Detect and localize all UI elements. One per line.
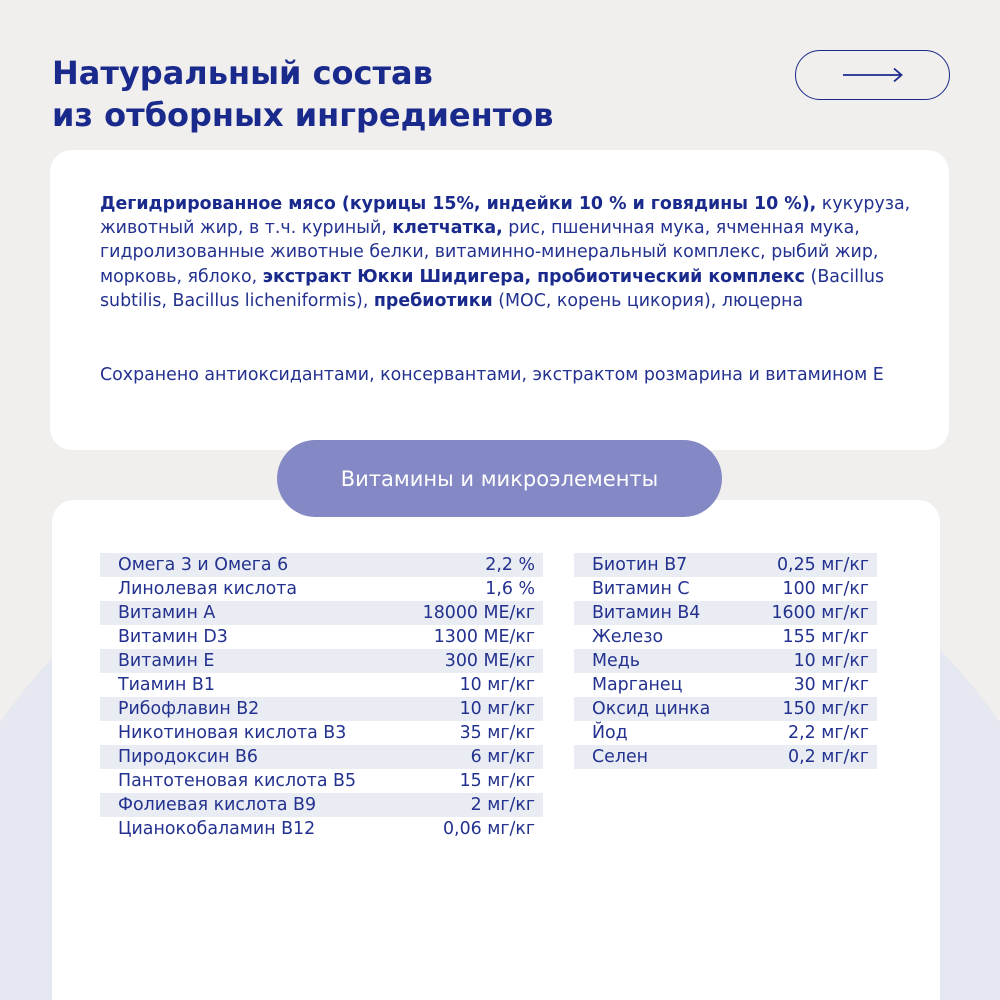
mineral-name: Йод xyxy=(592,723,628,743)
table-row xyxy=(100,817,543,841)
vitamin-name: Линолевая кислота xyxy=(118,579,298,599)
composition-bold-yucca: экстракт Юкки Шидигера, пробиотический комплекс xyxy=(262,266,805,287)
preservation-text: Сохранено антиоксидантами, консервантами, экстрактом розмарина и витамином Е xyxy=(100,365,884,385)
table-row xyxy=(100,697,543,721)
table-row xyxy=(100,649,543,673)
mineral-value: 10 мг/кг xyxy=(793,651,869,671)
composition-text-part: (Bacillus subtilis, Bacillus licheniformis), xyxy=(100,266,885,311)
vitamins-table-left xyxy=(100,553,543,841)
table-row xyxy=(574,745,877,769)
vitamins-table-right xyxy=(574,553,877,793)
composition-text-part: рис, пшеничная мука, ячменная мука, гидролизованные животные белки, витаминно-минеральный комплекс, рыбий жир, морковь, яблоко, xyxy=(100,218,879,287)
vitamin-value: 300 МЕ/кг xyxy=(444,651,535,671)
mineral-value: 2,2 мг/кг xyxy=(788,723,869,743)
table-row xyxy=(574,697,877,721)
table-row xyxy=(100,553,543,577)
table-row xyxy=(100,577,543,601)
vitamin-name: Рибофлавин В2 xyxy=(118,699,260,719)
vitamin-value: 1300 МЕ/кг xyxy=(433,627,535,647)
composition-text-part: (МОС, корень цикория), люцерна xyxy=(492,290,804,311)
mineral-name: Витамин В4 xyxy=(592,603,701,623)
table-row xyxy=(100,673,543,697)
mineral-value: 0,2 мг/кг xyxy=(788,747,869,767)
vitamin-value: 10 мг/кг xyxy=(459,675,535,695)
vitamin-value: 6 мг/кг xyxy=(470,747,535,767)
page-title xyxy=(52,52,553,136)
mineral-value: 100 мг/кг xyxy=(782,579,869,599)
vitamin-value: 1,6 % xyxy=(485,579,535,599)
table-row xyxy=(100,625,543,649)
title-line-2: из отборных ингредиентов xyxy=(52,96,554,134)
table-row xyxy=(574,769,877,793)
table-row xyxy=(574,721,877,745)
table-row xyxy=(574,577,877,601)
vitamin-name: Цианокобаламин В12 xyxy=(118,819,316,839)
vitamin-name: Витамин А xyxy=(118,603,216,623)
arrow-right-icon xyxy=(842,67,904,83)
table-row xyxy=(574,553,877,577)
table-row xyxy=(574,673,877,697)
table-row xyxy=(100,721,543,745)
table-row xyxy=(574,649,877,673)
vitamin-value: 2,2 % xyxy=(485,555,535,575)
mineral-name: Железо xyxy=(592,627,664,647)
vitamin-name: Никотиновая кислота В3 xyxy=(118,723,347,743)
table-row xyxy=(574,601,877,625)
vitamin-value: 10 мг/кг xyxy=(459,699,535,719)
vitamins-section-label: Витамины и микроэлементы xyxy=(277,440,722,517)
vitamin-name: Тиамин В1 xyxy=(118,675,215,695)
next-button[interactable] xyxy=(795,50,950,100)
vitamin-name: Пиродоксин В6 xyxy=(118,747,258,767)
composition-text xyxy=(100,192,920,313)
mineral-value: 155 мг/кг xyxy=(782,627,869,647)
vitamin-value: 15 мг/кг xyxy=(459,771,535,791)
vitamin-name: Фолиевая кислота В9 xyxy=(118,795,317,815)
mineral-name: Марганец xyxy=(592,675,683,695)
vitamin-value: 2 мг/кг xyxy=(470,795,535,815)
vitamin-value: 18000 МЕ/кг xyxy=(422,603,535,623)
title-line-1: Натуральный состав xyxy=(52,54,433,92)
mineral-value: 30 мг/кг xyxy=(793,675,869,695)
vitamin-name: Витамин D3 xyxy=(118,627,228,647)
vitamin-value: 35 мг/кг xyxy=(459,723,535,743)
vitamin-value: 0,06 мг/кг xyxy=(442,819,535,839)
mineral-value: 0,25 мг/кг xyxy=(776,555,869,575)
vitamin-name: Пантотеновая кислота В5 xyxy=(118,771,357,791)
table-row xyxy=(100,793,543,817)
mineral-name: Селен xyxy=(592,747,649,767)
composition-bold-meat: Дегидрированное мясо (курицы 15%, индейки 10 % и говядины 10 %), xyxy=(100,194,817,214)
mineral-value: 150 мг/кг xyxy=(782,699,869,719)
mineral-name: Оксид цинка xyxy=(592,699,711,719)
mineral-name: Медь xyxy=(592,651,640,671)
vitamin-name: Омега 3 и Омега 6 xyxy=(118,555,289,575)
mineral-value: 1600 мг/кг xyxy=(771,603,869,623)
mineral-name: Биотин В7 xyxy=(592,555,688,575)
mineral-name: Витамин С xyxy=(592,579,690,599)
table-row xyxy=(574,625,877,649)
composition-bold-fiber: клетчатка, xyxy=(392,218,503,239)
table-row xyxy=(100,769,543,793)
composition-bold-prebiotics: пребиотики xyxy=(373,290,493,311)
vitamin-name: Витамин Е xyxy=(118,651,215,671)
table-row xyxy=(100,601,543,625)
composition-text-part: кукуруза, животный жир, в т.ч. куриный, xyxy=(100,194,911,239)
table-row xyxy=(100,745,543,769)
